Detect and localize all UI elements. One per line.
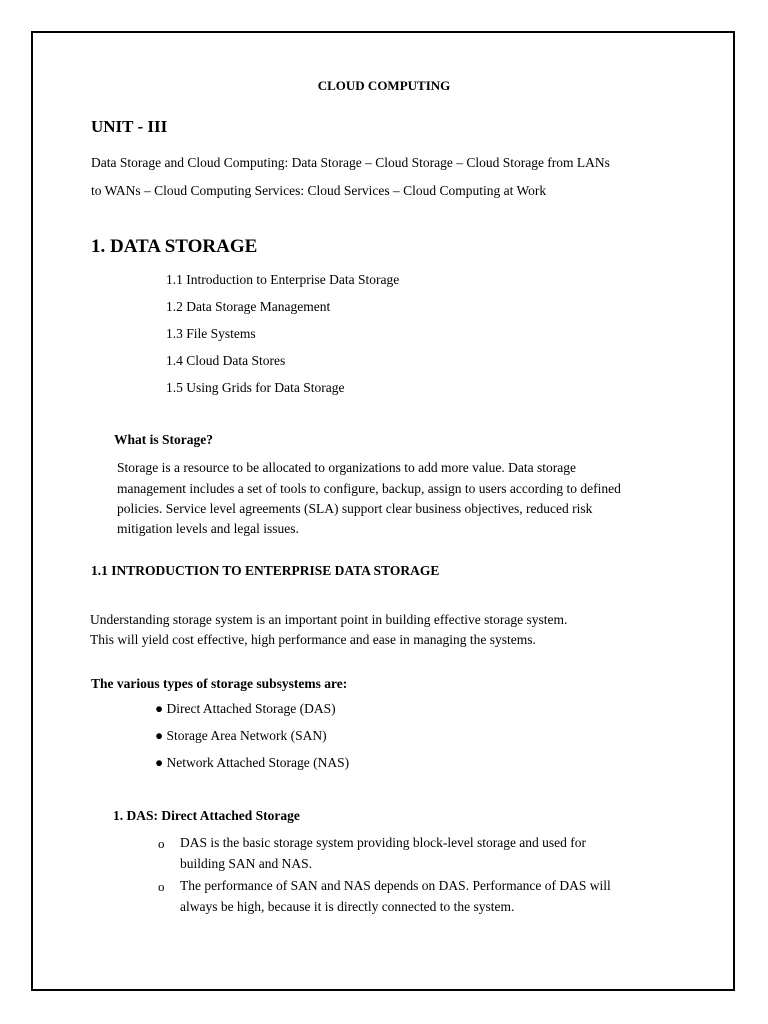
list-item: ● Direct Attached Storage (DAS) <box>155 701 336 716</box>
bullet-icon: ● <box>155 755 164 770</box>
paragraph-line: mitigation levels and legal issues. <box>117 521 299 536</box>
toc-item: 1.2 Data Storage Management <box>166 299 331 314</box>
overview-line: to WANs – Cloud Computing Services: Cloud Services – Cloud Computing at Work <box>91 183 547 198</box>
intro-section-heading: 1.1 INTRODUCTION TO ENTERPRISE DATA STORAGE <box>91 563 440 578</box>
list-item-line: DAS is the basic storage system providing block-level storage and used for <box>180 835 587 850</box>
list-item: ● Network Attached Storage (NAS) <box>155 755 350 770</box>
list-item: ● Storage Area Network (SAN) <box>155 728 327 743</box>
list-item-line: always be high, because it is directly connected to the system. <box>180 899 515 914</box>
paragraph-line: This will yield cost effective, high performance and ease in managing the systems. <box>90 632 536 647</box>
bullet-icon: ● <box>155 728 164 743</box>
list-item-line: The performance of SAN and NAS depends on DAS. Performance of DAS will <box>180 878 611 893</box>
storage-types-heading: The various types of storage subsystems are: <box>91 676 348 691</box>
bullet-icon: ● <box>155 701 164 716</box>
toc-item: 1.1 Introduction to Enterprise Data Storage <box>166 272 400 287</box>
unit-heading: UNIT - III <box>91 117 168 136</box>
das-heading: 1. DAS: Direct Attached Storage <box>113 808 300 823</box>
toc-item: 1.5 Using Grids for Data Storage <box>166 380 345 395</box>
what-is-storage-heading: What is Storage? <box>114 432 213 447</box>
toc-item: 1.4 Cloud Data Stores <box>166 353 286 368</box>
paragraph-line: policies. Service level agreements (SLA) support clear business objectives, reduced risk <box>117 501 593 516</box>
paragraph-line: Understanding storage system is an important point in building effective storage system. <box>90 612 568 627</box>
circle-bullet-icon: o <box>158 879 165 894</box>
paragraph-line: Storage is a resource to be allocated to organizations to add more value. Data storage <box>117 460 576 475</box>
overview-line: Data Storage and Cloud Computing: Data Storage – Cloud Storage – Cloud Storage from LANs <box>91 155 610 170</box>
section-heading: 1. DATA STORAGE <box>91 236 258 257</box>
toc-item: 1.3 File Systems <box>166 326 256 341</box>
document-title: CLOUD COMPUTING <box>317 78 451 93</box>
circle-bullet-icon: o <box>158 836 165 851</box>
paragraph-line: management includes a set of tools to configure, backup, assign to users according to defined <box>117 481 621 496</box>
list-item-line: building SAN and NAS. <box>180 856 313 871</box>
